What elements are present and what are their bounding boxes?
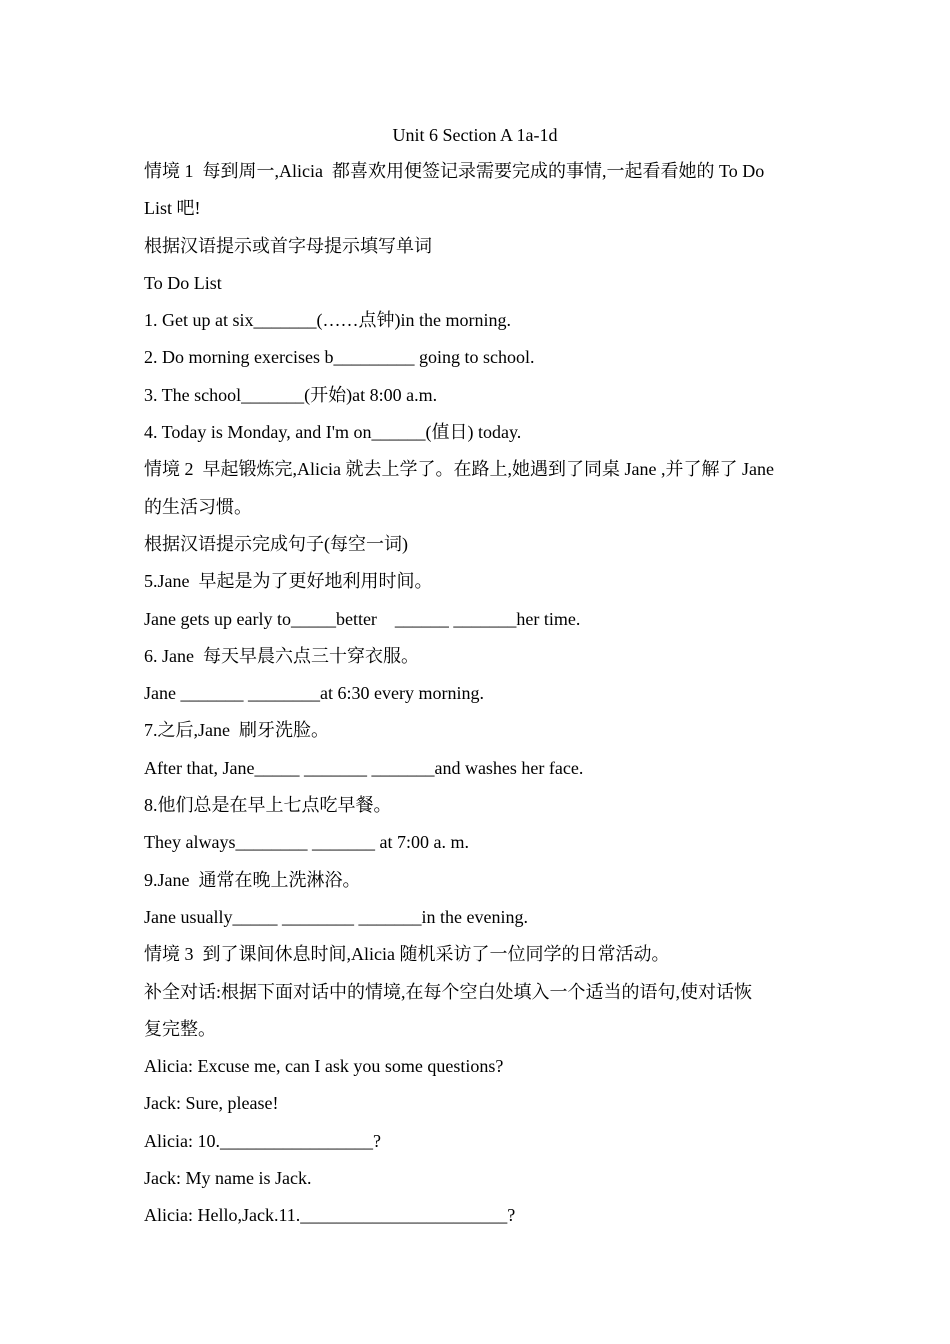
document-body	[144, 159, 814, 1241]
text-line: Jane usually_____ ________ _______in the evening.	[144, 906, 528, 927]
text-line: Jane gets up early to_____better ______ _______her time.	[144, 608, 581, 629]
text-line: List 吧!	[144, 198, 201, 219]
text-line: 情境 1 每到周一,Alicia 都喜欢用便签记录需要完成的事情,一起看看她的 To Do	[144, 161, 765, 181]
text-line: 8.他们总是在早上七点吃早餐。	[144, 795, 392, 816]
text-line: 情境 2 早起锻炼完,Alicia 就去上学了。在路上,她遇到了同桌 Jane ,并了解了 Jane	[144, 459, 774, 480]
text-line: Jane _______ ________at 6:30 every morning.	[144, 683, 484, 704]
text-line: 2. Do morning exercises b_________ going to school.	[144, 347, 535, 368]
text-line: 5.Jane 早起是为了更好地利用时间。	[144, 571, 433, 592]
text-line: 的生活习惯。	[144, 496, 252, 517]
text-line: They always________ _______ at 7:00 a. m.	[144, 832, 469, 853]
text-line: 3. The school_______(开始)at 8:00 a.m.	[144, 384, 438, 405]
text-line: 1. Get up at six_______(……点钟)in the morning.	[144, 310, 511, 331]
text-line: 9.Jane 通常在晚上洗淋浴。	[144, 869, 361, 890]
text-line: 复完整。	[144, 1018, 216, 1039]
text-line: 6. Jane 每天早晨六点三十穿衣服。	[144, 645, 419, 666]
text-line: 情境 3 到了课间休息时间,Alicia 随机采访了一位同学的日常活动。	[144, 944, 670, 965]
text-line: Alicia: Hello,Jack.11._______________________?	[144, 1205, 516, 1226]
text-line: Jack: Sure, please!	[144, 1093, 279, 1114]
document-title: Unit 6 Section A 1a-1d	[392, 125, 558, 145]
text-line: 根据汉语提示完成句子(每空一词)	[144, 533, 408, 554]
text-line: 7.之后,Jane 刷牙洗脸。	[144, 720, 329, 741]
text-line: Jack: My name is Jack.	[144, 1168, 312, 1189]
text-line: After that, Jane_____ _______ _______and washes her face.	[144, 757, 584, 778]
text-line: To Do List	[144, 272, 222, 293]
text-line: Alicia: Excuse me, can I ask you some questions?	[144, 1056, 504, 1077]
text-line: 根据汉语提示或首字母提示填写单词	[144, 235, 432, 256]
text-line: 4. Today is Monday, and I'm on______(值日) today.	[144, 422, 522, 443]
text-line: Alicia: 10._________________?	[144, 1130, 381, 1151]
text-line: 补全对话:根据下面对话中的情境,在每个空白处填入一个适当的语句,使对话恢	[144, 981, 752, 1002]
